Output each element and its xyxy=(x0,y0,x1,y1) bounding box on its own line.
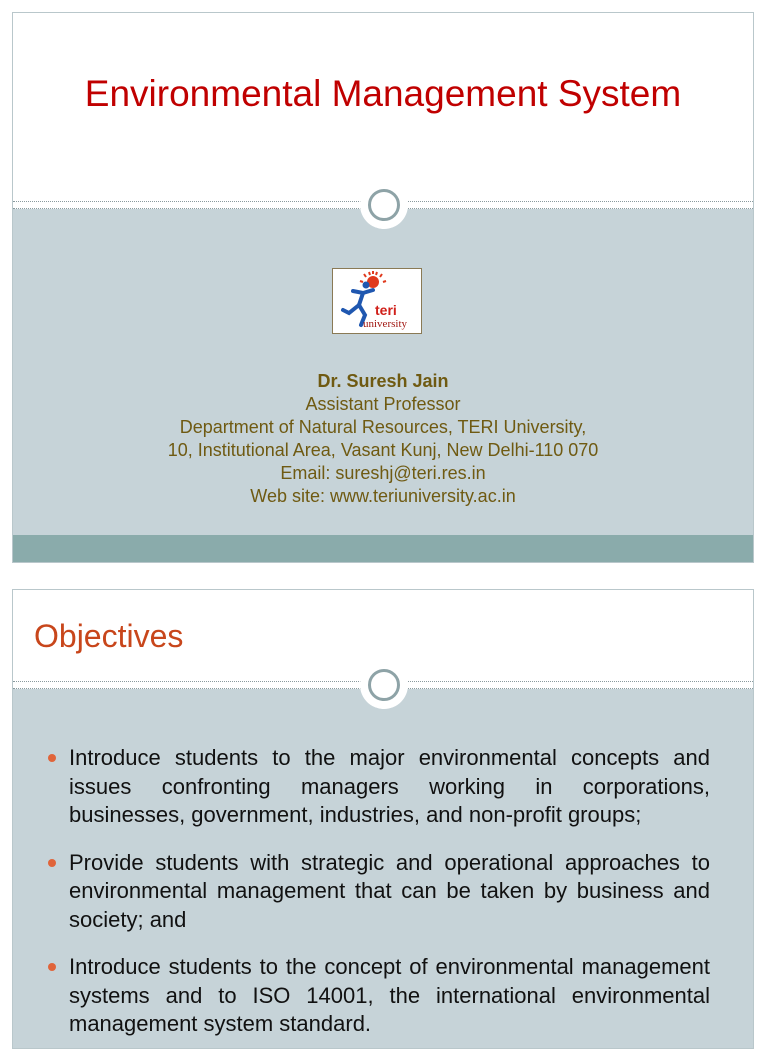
bullet-text: Introduce students to the major environmental concepts and issues confronting managers working in corporations, businesses, government, industries, and non-profit groups; xyxy=(69,745,710,827)
bullet-text: Provide students with strategic and operational approaches to environmental management that can be taken by business and society; and xyxy=(69,849,710,932)
list-item xyxy=(46,953,710,1039)
bullet-text: Introduce students to the concept of environmental management systems and to ISO 14001, the international environmental management system standard. xyxy=(69,954,710,1036)
list-item xyxy=(46,744,710,830)
author-email: Email: sureshj@teri.res.in xyxy=(280,463,486,483)
bullet-dot-icon xyxy=(48,963,56,971)
list-item xyxy=(46,849,710,935)
footer-band xyxy=(13,535,753,562)
slide-title: Environmental Management System xyxy=(84,73,682,114)
author-website: Web site: www.teriuniversity.ac.in xyxy=(250,486,516,506)
logo-text-teri: teri xyxy=(375,302,397,318)
slide-title: Objectives xyxy=(34,618,184,654)
author-block xyxy=(13,370,753,508)
divider-ring-icon xyxy=(360,661,408,709)
divider-ring-icon xyxy=(360,181,408,229)
bullet-dot-icon xyxy=(48,859,56,867)
author-address: 10, Institutional Area, Vasant Kunj, New Delhi-110 070 xyxy=(167,440,599,460)
logo-text-university: university xyxy=(363,318,407,330)
author-position: Assistant Professor xyxy=(305,394,461,414)
slide-header xyxy=(13,13,753,209)
bullet-dot-icon xyxy=(48,754,56,762)
objectives-list xyxy=(46,744,710,1049)
author-department: Department of Natural Resources, TERI University, xyxy=(179,417,587,437)
objectives-slide xyxy=(12,589,754,1049)
author-name: Dr. Suresh Jain xyxy=(317,371,449,391)
teri-university-logo xyxy=(332,268,422,334)
title-slide xyxy=(12,12,754,563)
